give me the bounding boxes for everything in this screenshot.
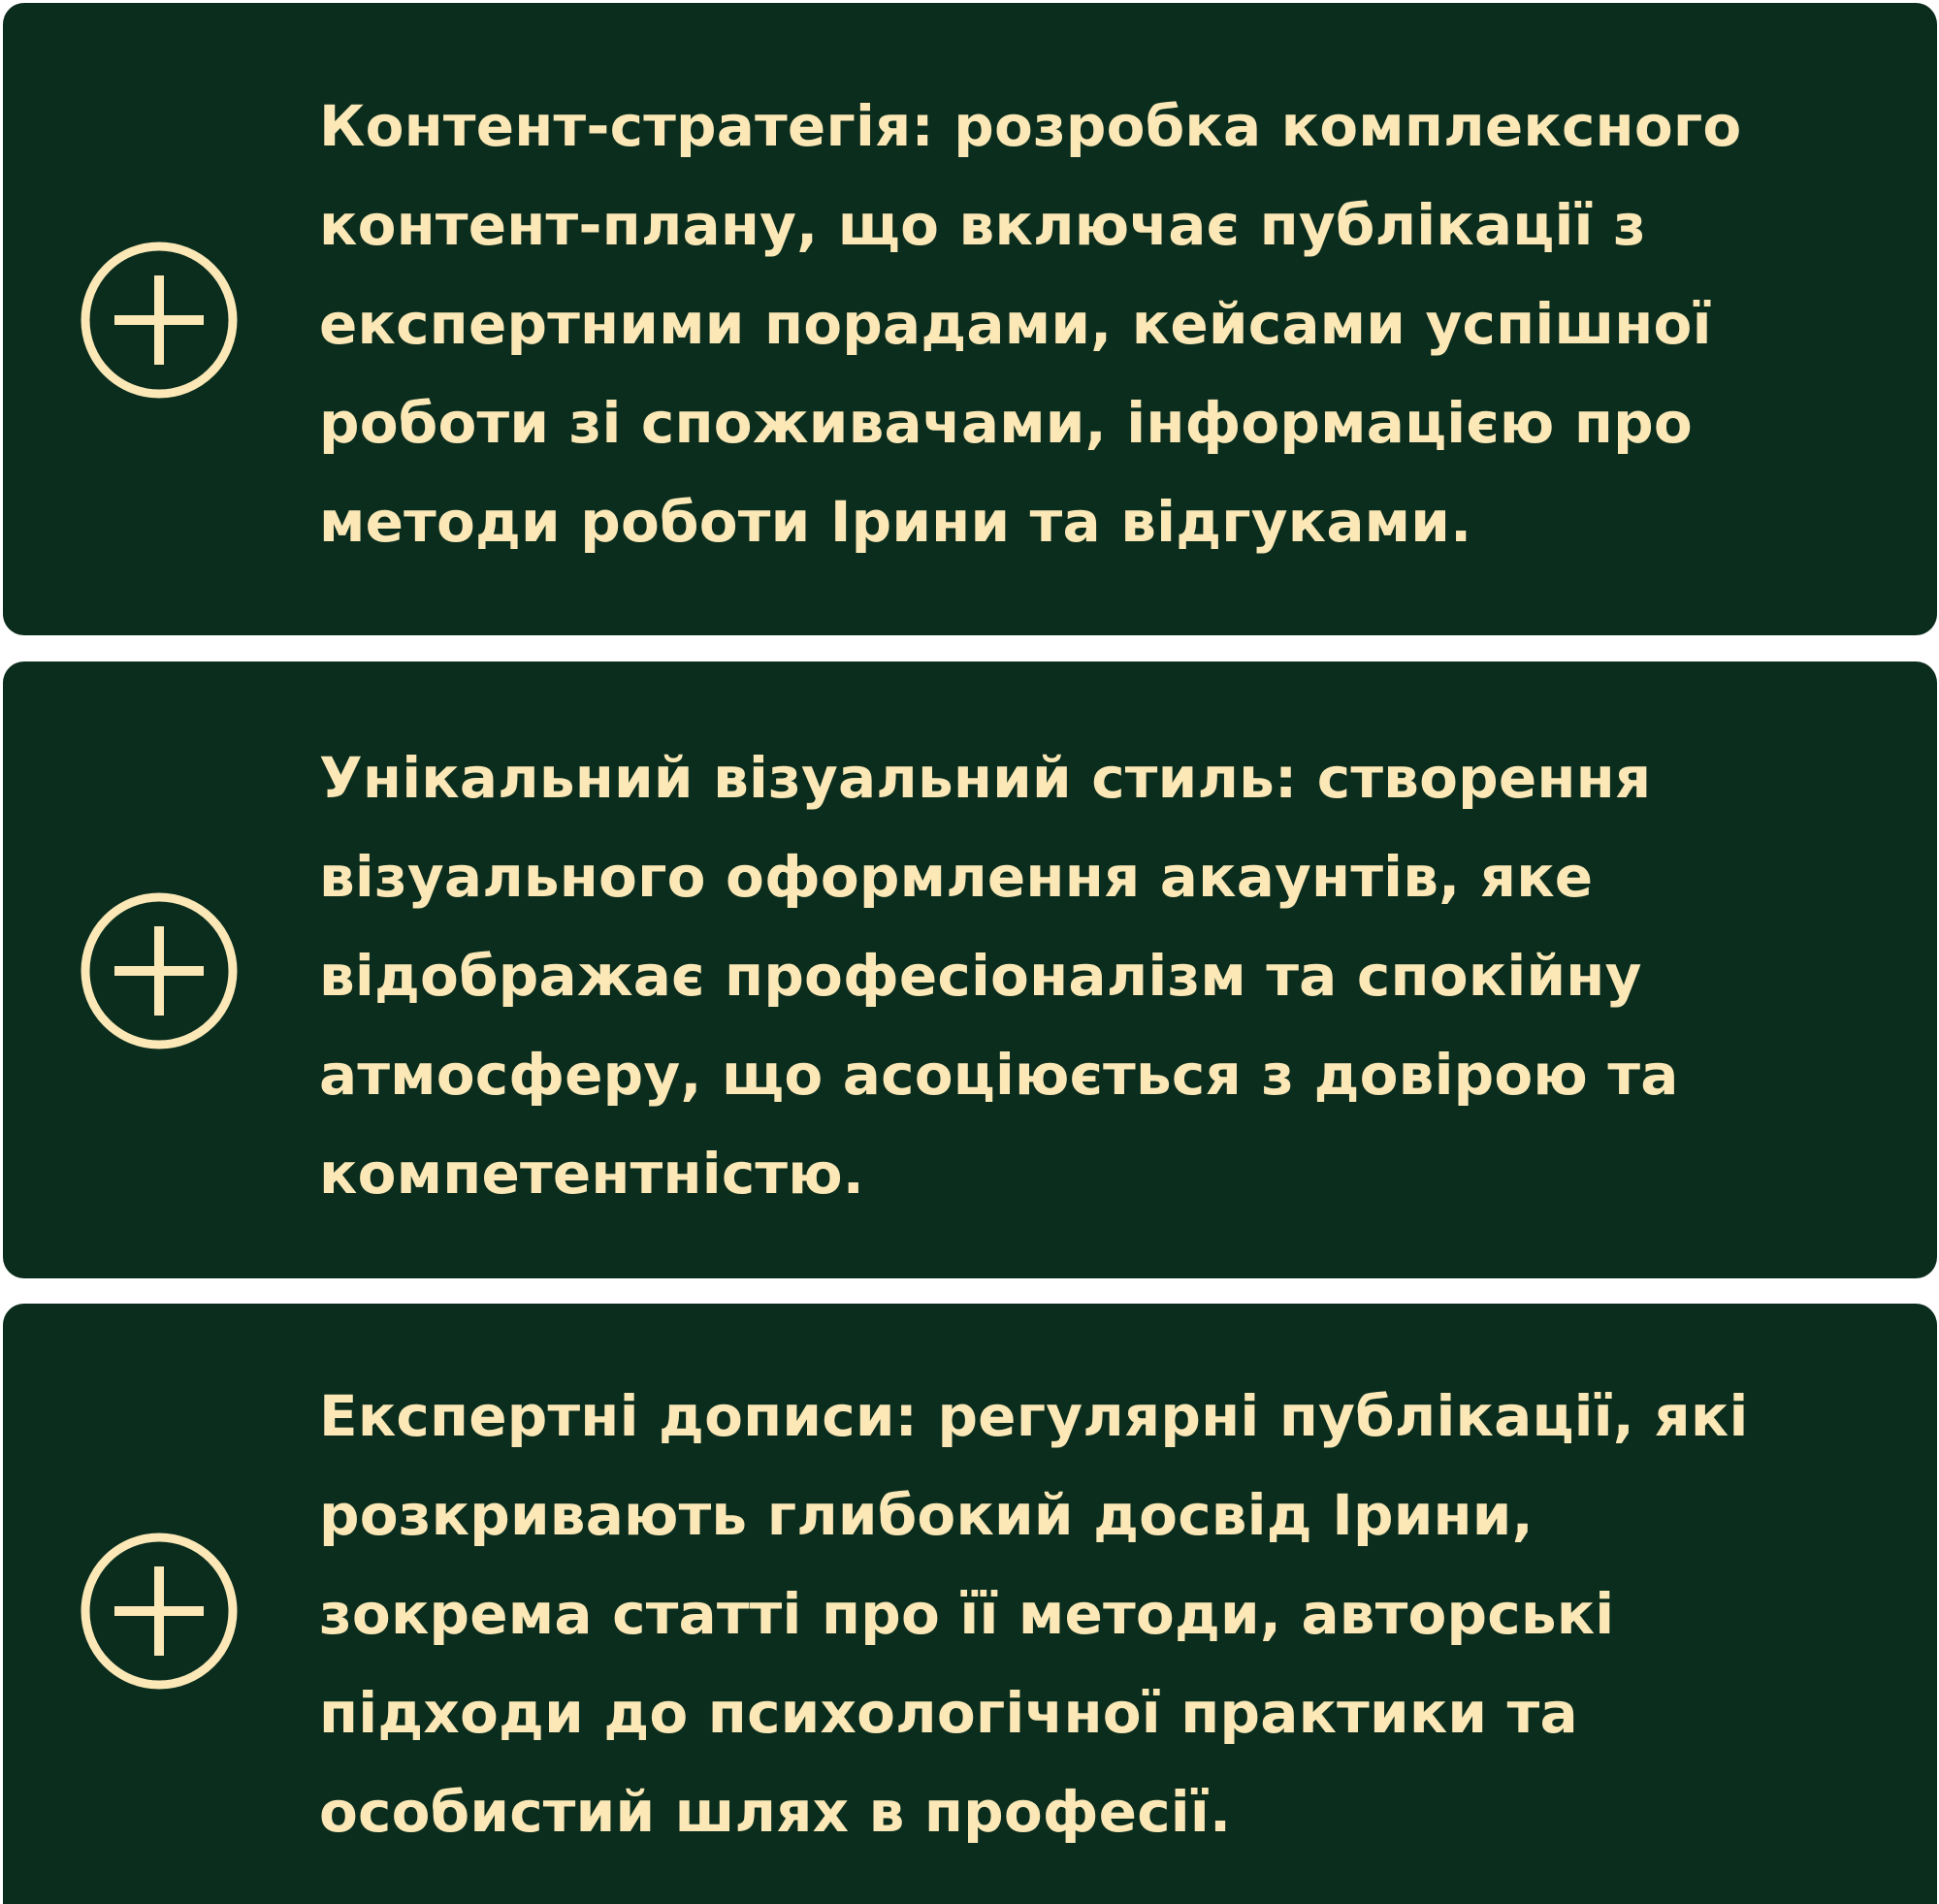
feature-card-text: Експертні дописи: регулярні публікації, які розкривають глибокий досвід Ірини, зокрема статті про її методи, авторські підходи до психологічної практики та особистий шлях в професії. <box>319 1383 1749 1845</box>
plus-circle-icon[interactable] <box>79 240 240 401</box>
feature-card-visual-style <box>3 662 1937 1278</box>
plus-circle-icon[interactable] <box>79 1531 240 1692</box>
feature-card-text: Контент-стратегія: розробка комплексного контент-плану, що включає публікації з експертними порадами, кейсами успішної роботи зі споживачами, інформацією про методи роботи Ірини та відгуками. <box>319 93 1742 555</box>
plus-circle-icon[interactable] <box>79 890 240 1051</box>
feature-card-text: Унікальний візуальний стиль: створення візуального оформлення акаунтів, яке відображає професіоналізм та спокійну атмосферу, що асоціюється з довірою та компетентністю. <box>319 745 1679 1207</box>
feature-card-content-strategy <box>3 3 1937 635</box>
feature-card-expert-posts <box>3 1304 1937 1904</box>
